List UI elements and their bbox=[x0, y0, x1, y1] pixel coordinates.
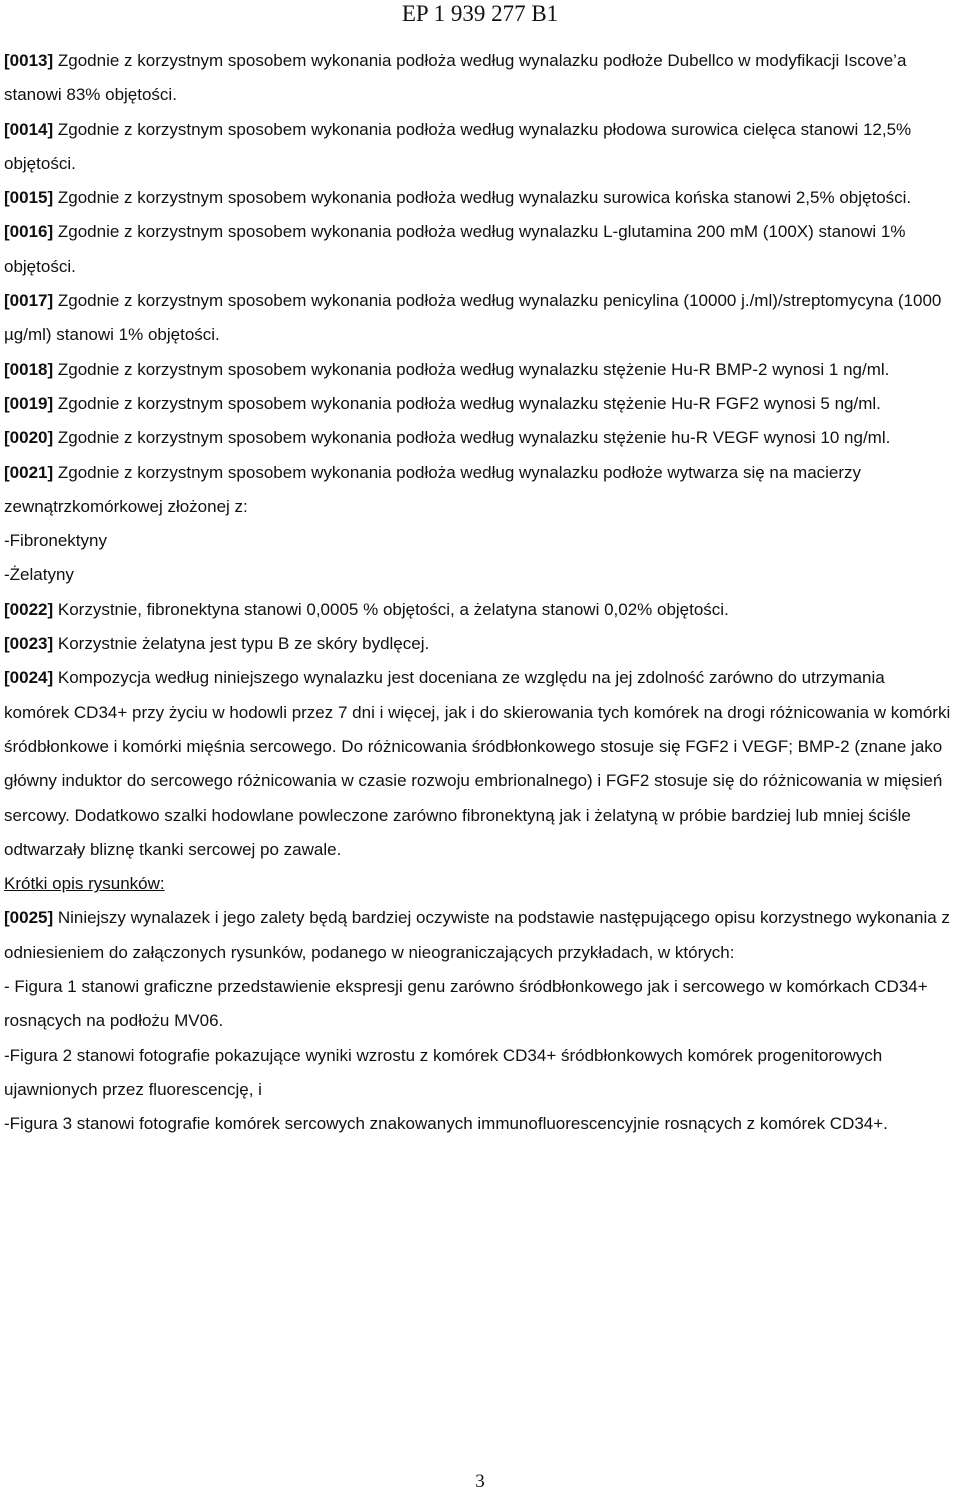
paragraph-number: [0018] bbox=[4, 359, 54, 379]
patent-number: EP 1 939 277 B1 bbox=[401, 1, 559, 26]
paragraph-number: [0016] bbox=[4, 222, 54, 242]
list-item-gelatin: -Żelatyny bbox=[4, 565, 74, 585]
paragraph-0016 bbox=[4, 215, 954, 284]
paragraph-text: Zgodnie z korzystnym sposobem wykonania podłoża według wynalazku stężenie Hu-R BMP-2 wynosi 1 ng/ml. bbox=[57, 359, 890, 379]
paragraph-text: Zgodnie z korzystnym sposobem wykonania podłoża według wynalazku podłoże Dubellco w modyfikacji Iscove’a stanowi 83% objętości. bbox=[4, 51, 907, 105]
paragraph-0013 bbox=[4, 44, 954, 113]
paragraph-0020 bbox=[4, 421, 954, 455]
paragraph-text: Zgodnie z korzystnym sposobem wykonania podłoża według wynalazku L-glutamina 200 mM (100X) stanowi 1% objętości. bbox=[4, 222, 906, 276]
figure-1-description: - Figura 1 stanowi graficzne przedstawienie ekspresji genu zarówno śródbłonkowego jak i sercowego w komórkach CD34+ rosnących na podłożu MV06. bbox=[4, 977, 928, 1031]
figure-3-description: -Figura 3 stanowi fotografie komórek sercowych znakowanych immunofluorescencyjnie rosnących z komórek CD34+. bbox=[4, 1114, 888, 1134]
document-body bbox=[4, 44, 954, 1142]
page-footer bbox=[0, 1470, 960, 1494]
paragraph-text: Korzystnie, fibronektyna stanowi 0,0005 % objętości, a żelatyna stanowi 0,02% objętości. bbox=[57, 599, 729, 619]
list-item-fibronectin: -Fibronektyny bbox=[4, 531, 107, 551]
paragraph-text: Zgodnie z korzystnym sposobem wykonania podłoża według wynalazku płodowa surowica cielęca stanowi 12,5% objętości. bbox=[4, 119, 912, 173]
paragraph-text: Zgodnie z korzystnym sposobem wykonania podłoża według wynalazku stężenie hu-R VEGF wynosi 10 ng/ml. bbox=[57, 428, 891, 448]
paragraph-number: [0020] bbox=[4, 428, 54, 448]
paragraph-number: [0013] bbox=[4, 51, 54, 70]
paragraph-text: Zgodnie z korzystnym sposobem wykonania podłoża według wynalazku stężenie Hu-R FGF2 wynosi 5 ng/ml. bbox=[57, 393, 881, 413]
paragraph-0021 bbox=[4, 456, 954, 525]
paragraph-0024 bbox=[4, 661, 954, 867]
paragraph-0025 bbox=[4, 901, 954, 970]
paragraph-text: Zgodnie z korzystnym sposobem wykonania podłoża według wynalazku penicylina (10000 j./ml)/streptomycyna (1000 µg/ml) stanowi 1% objętości. bbox=[4, 291, 942, 345]
paragraph-0015 bbox=[4, 181, 954, 215]
paragraph-number: [0017] bbox=[4, 291, 54, 311]
paragraph-0023 bbox=[4, 627, 954, 661]
paragraph-number: [0025] bbox=[4, 908, 54, 928]
paragraph-number: [0015] bbox=[4, 188, 54, 208]
paragraph-0017 bbox=[4, 284, 954, 353]
paragraph-number: [0024] bbox=[4, 668, 54, 688]
paragraph-number: [0023] bbox=[4, 634, 54, 654]
paragraph-number: [0019] bbox=[4, 393, 54, 413]
figure-2-description: -Figura 2 stanowi fotografie pokazujące wyniki wzrostu z komórek CD34+ śródbłonkowych komórek progenitorowych ujawnionych przez fluorescencję, i bbox=[4, 1045, 883, 1099]
paragraph-text: Korzystnie żelatyna jest typu B ze skóry bydlęcej. bbox=[57, 634, 430, 654]
paragraph-number: [0021] bbox=[4, 462, 54, 482]
section-heading-drawings: Krótki opis rysunków: bbox=[4, 874, 165, 894]
paragraph-0014 bbox=[4, 113, 954, 182]
paragraph-text: Zgodnie z korzystnym sposobem wykonania podłoża według wynalazku surowica końska stanowi 2,5% objętości. bbox=[57, 188, 912, 208]
paragraph-number: [0014] bbox=[4, 119, 54, 139]
paragraph-0018 bbox=[4, 353, 954, 387]
paragraph-0019 bbox=[4, 387, 954, 421]
document-header bbox=[0, 0, 960, 28]
paragraph-text: Zgodnie z korzystnym sposobem wykonania podłoża według wynalazku podłoże wytwarza się na macierzy zewnątrzkomórkowej złożonej z: bbox=[4, 462, 862, 516]
page-number: 3 bbox=[475, 1471, 485, 1492]
paragraph-number: [0022] bbox=[4, 599, 54, 619]
paragraph-text: Kompozycja według niniejszego wynalazku jest doceniana ze względu na jej zdolność zarówno do utrzymania komórek CD34+ przy życiu w hodowli przez 7 dni i więcej, jak i do skierowania tych komórek na drogi różnicowania w komórki śródbłonkowe i komórki mięśnia sercowego. Do różnicowania śródbłonkowego stosuje się FGF2 i VEGF; BMP-2 (znane jako główny induktor do sercowego różnicowania w czasie rozwoju embrionalnego) i FGF2 stosuje się do różnicowania w mięsień sercowy. Dodatkowo szalki hodowlane powleczone zarówno fibronektyną jak i żelatyną w próbie bardziej lub mniej ściśle odtwarzały bliznę tkanki sercowej po zawale. bbox=[4, 668, 951, 859]
paragraph-text: Niniejszy wynalazek i jego zalety będą bardziej oczywiste na podstawie następującego opisu korzystnego wykonania z odniesieniem do załączonych rysunków, podanego w nieograniczających przykładach, w których: bbox=[4, 908, 950, 962]
paragraph-0022 bbox=[4, 593, 954, 627]
